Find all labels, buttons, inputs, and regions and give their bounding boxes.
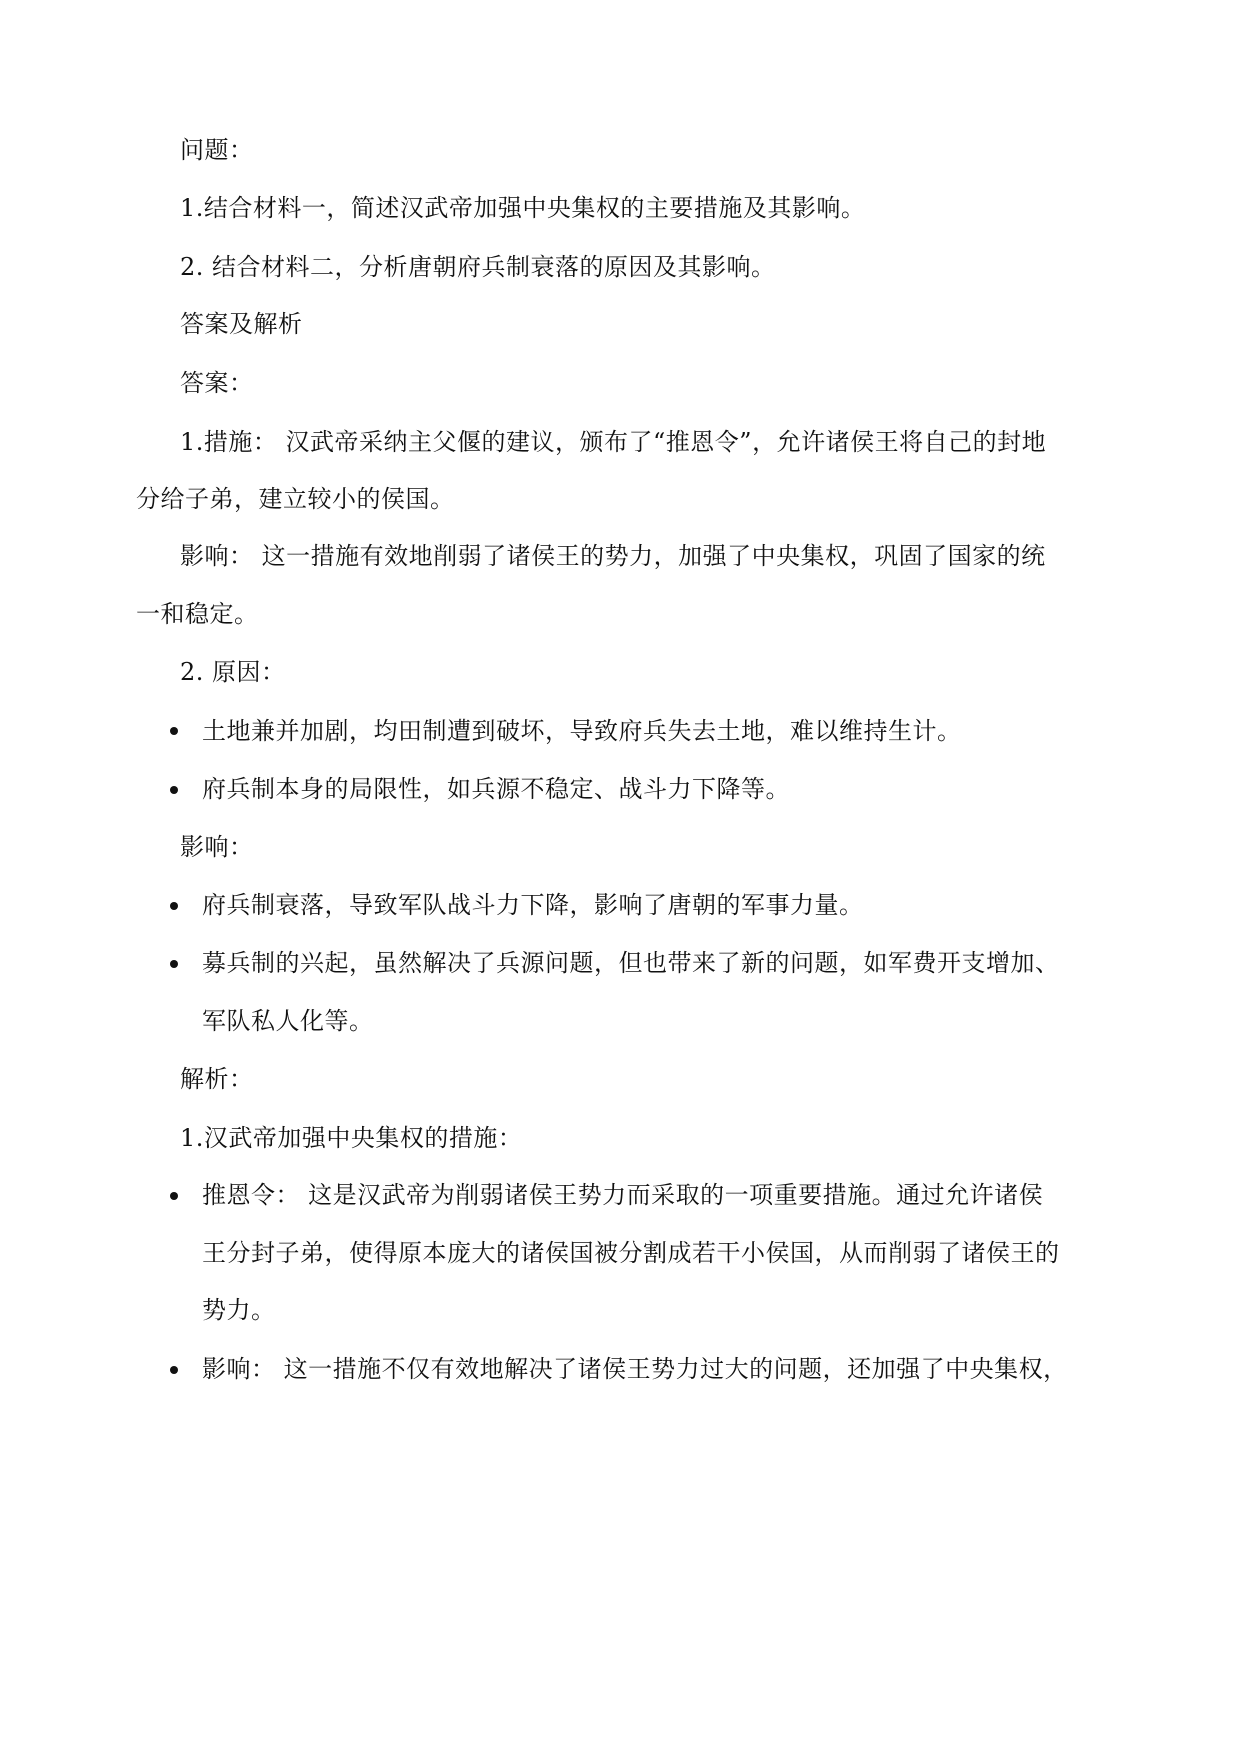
answer-section-title: 答案及解析 <box>180 310 303 338</box>
bullet-icon <box>170 1192 178 1200</box>
analysis-heading: 解析： <box>180 1065 254 1093</box>
answer-1-impact-line-2: 一和稳定。 <box>136 600 259 628</box>
answer-2-impact-1: 府兵制衰落，导致军队战斗力下降，影响了唐朝的军事力量。 <box>202 891 864 919</box>
answer-1-measure-line-2: 分给子弟，建立较小的侯国。 <box>136 485 455 513</box>
bullet-icon <box>170 786 178 794</box>
answer-2-reason-2: 府兵制本身的局限性，如兵源不稳定、战斗力下降等。 <box>202 775 790 803</box>
answer-2-impact-2-line-2: 军队私人化等。 <box>202 1007 374 1035</box>
answer-2-reason-heading: 2. 原因： <box>180 658 286 686</box>
bullet-icon <box>170 1366 178 1374</box>
answer-1-impact-line-1: 影响： 这一措施有效地削弱了诸侯王的势力，加强了中央集权，巩固了国家的统 <box>180 542 1046 570</box>
analysis-item-1-line-1: 推恩令： 这是汉武帝为削弱诸侯王势力而采取的一项重要措施。通过允许诸侯 <box>202 1181 1044 1209</box>
bullet-icon <box>170 960 178 968</box>
answer-2-impact-2-line-1: 募兵制的兴起，虽然解决了兵源问题，但也带来了新的问题，如军费开支增加、 <box>202 949 1060 977</box>
answer-1-measure-line-1: 1.措施： 汉武帝采纳主父偃的建议，颁布了“推恩令”，允许诸侯王将自己的封地 <box>180 428 1047 456</box>
analysis-item-1-line-2: 王分封子弟，使得原本庞大的诸侯国被分割成若干小侯国，从而削弱了诸侯王的 <box>202 1239 1060 1267</box>
answer-2-impact-heading: 影响： <box>180 833 254 861</box>
question-2: 2. 结合材料二，分析唐朝府兵制衰落的原因及其影响。 <box>180 253 776 281</box>
answer-heading: 答案： <box>180 369 254 397</box>
analysis-item-2-line-1: 影响： 这一措施不仅有效地解决了诸侯王势力过大的问题，还加强了中央集权， <box>202 1355 1068 1383</box>
answer-2-reason-1: 土地兼并加剧，均田制遭到破坏，导致府兵失去土地，难以维持生计。 <box>202 717 962 745</box>
question-1: 1.结合材料一，简述汉武帝加强中央集权的主要措施及其影响。 <box>180 194 866 222</box>
analysis-part-1-heading: 1.汉武帝加强中央集权的措施： <box>180 1124 523 1152</box>
questions-heading: 问题： <box>180 136 254 164</box>
analysis-item-1-line-3: 势力。 <box>202 1296 276 1324</box>
bullet-icon <box>170 902 178 910</box>
bullet-icon <box>170 727 178 735</box>
